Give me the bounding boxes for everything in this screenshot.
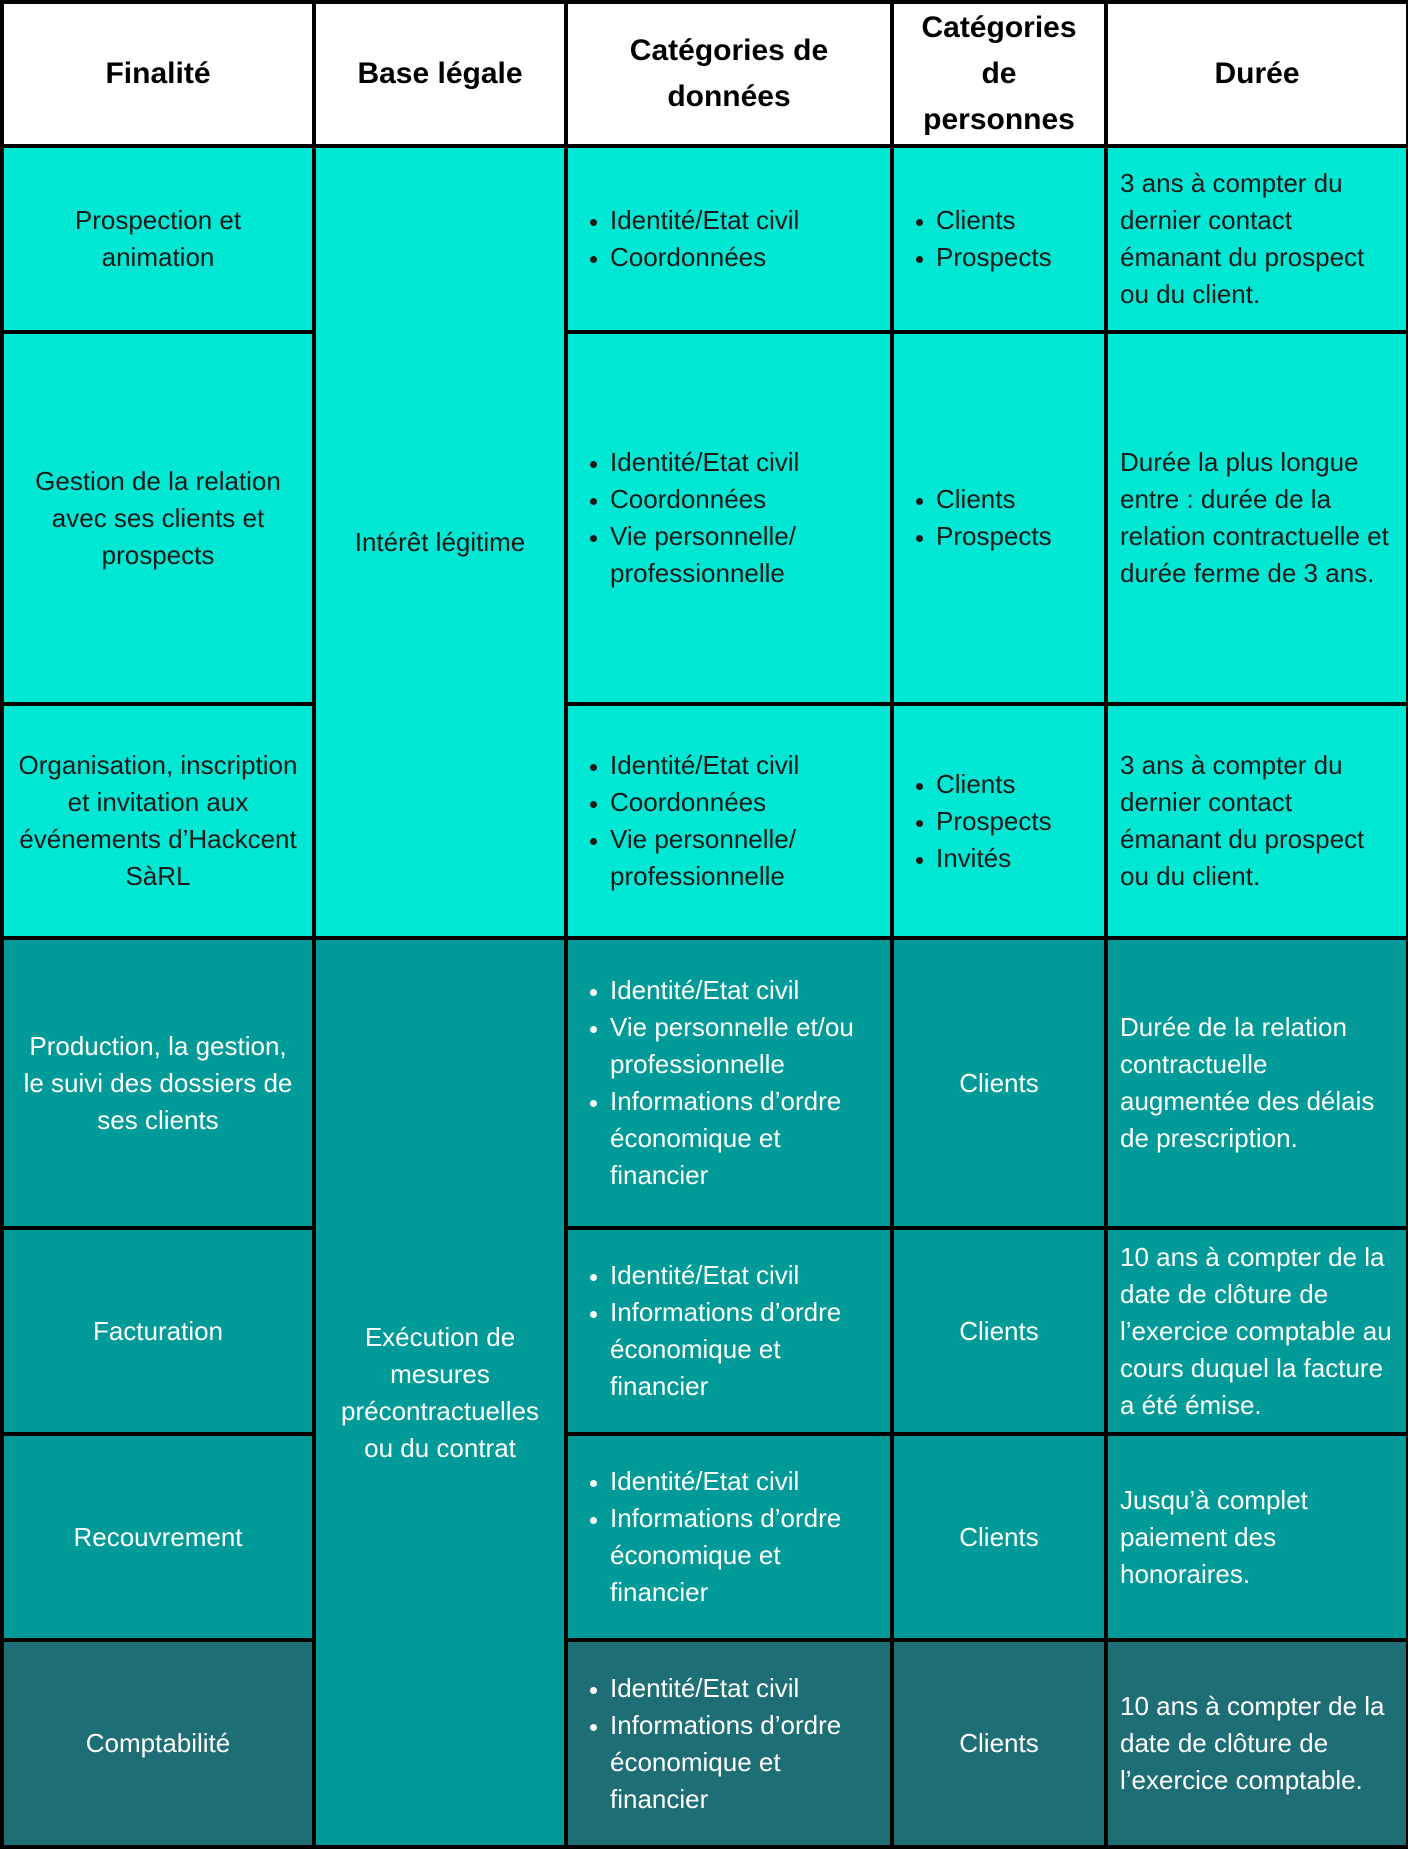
header-row: [2, 2, 1408, 146]
list-item: • Identité/Etat civil: [610, 1257, 878, 1294]
duree-cell: Durée de la relation contractuelle augmentée des délais de prescription.: [1106, 938, 1408, 1228]
base-legale-execution-cell: Exécution de mesures précontractuelles ou du contrat: [314, 938, 566, 1847]
list-item: • Vie personnelle/ professionnelle: [610, 518, 878, 592]
donnees-list: [580, 972, 878, 1194]
personnes-cell: Clients: [892, 1640, 1106, 1847]
list-item: • Prospects: [936, 239, 1092, 276]
personnes-cell: Clients: [892, 1228, 1106, 1434]
donnees-cell: [566, 704, 892, 938]
personnes-cell: Clients: [892, 938, 1106, 1228]
personnes-list: [906, 766, 1092, 877]
duree-cell: Jusqu’à complet paiement des honoraires.: [1106, 1434, 1408, 1640]
donnees-cell: [566, 1228, 892, 1434]
donnees-list: [580, 747, 878, 895]
list-item: • Identité/Etat civil: [610, 202, 878, 239]
list-item: • Clients: [936, 202, 1092, 239]
list-item: • Informations d’ordre économique et financier: [610, 1083, 878, 1194]
list-item: • Identité/Etat civil: [610, 747, 878, 784]
finalite-cell: Gestion de la relation avec ses clients et prospects: [2, 332, 314, 704]
duree-cell: 3 ans à compter du dernier contact émanant du prospect ou du client.: [1106, 704, 1408, 938]
duree-cell: 3 ans à compter du dernier contact émanant du prospect ou du client.: [1106, 146, 1408, 332]
personnes-cell: [892, 146, 1106, 332]
finalite-cell: Prospection et animation: [2, 146, 314, 332]
table-row: [2, 1434, 1408, 1640]
table-row: [2, 332, 1408, 704]
table-row: [2, 938, 1408, 1228]
duree-cell: 10 ans à compter de la date de clôture de l’exercice comptable au cours duquel la facture a été émise.: [1106, 1228, 1408, 1434]
header-finalite: Finalité: [2, 2, 314, 146]
donnees-list: [580, 1257, 878, 1405]
duree-cell: 10 ans à compter de la date de clôture de l’exercice comptable.: [1106, 1640, 1408, 1847]
list-item: • Informations d’ordre économique et financier: [610, 1707, 878, 1818]
personnes-list: [906, 202, 1092, 276]
donnees-list: [580, 1463, 878, 1611]
donnees-cell: [566, 332, 892, 704]
header-base-legale: Base légale: [314, 2, 566, 146]
table-row: [2, 1640, 1408, 1847]
list-item: • Identité/Etat civil: [610, 444, 878, 481]
list-item: • Coordonnées: [610, 784, 878, 821]
donnees-cell: [566, 1640, 892, 1847]
donnees-cell: [566, 146, 892, 332]
list-item: • Vie personnelle/ professionnelle: [610, 821, 878, 895]
table-row: [2, 704, 1408, 938]
list-item: • Informations d’ordre économique et financier: [610, 1294, 878, 1405]
donnees-list: [580, 1670, 878, 1818]
donnees-cell: [566, 938, 892, 1228]
list-item: • Identité/Etat civil: [610, 1670, 878, 1707]
list-item: • Vie personnelle et/ou professionnelle: [610, 1009, 878, 1083]
table-row: [2, 1228, 1408, 1434]
list-item: • Coordonnées: [610, 481, 878, 518]
header-duree: Durée: [1106, 2, 1408, 146]
finalite-cell: Recouvrement: [2, 1434, 314, 1640]
header-categories-personnes: Catégories de personnes: [892, 2, 1106, 146]
list-item: • Identité/Etat civil: [610, 1463, 878, 1500]
list-item: • Informations d’ordre économique et financier: [610, 1500, 878, 1611]
list-item: • Clients: [936, 766, 1092, 803]
list-item: • Invités: [936, 840, 1092, 877]
donnees-cell: [566, 1434, 892, 1640]
personnes-cell: [892, 332, 1106, 704]
list-item: • Coordonnées: [610, 239, 878, 276]
finalite-cell: Comptabilité: [2, 1640, 314, 1847]
duree-cell: Durée la plus longue entre : durée de la relation contractuelle et durée ferme de 3 ans.: [1106, 332, 1408, 704]
header-categories-donnees: Catégories de données: [566, 2, 892, 146]
list-item: • Prospects: [936, 803, 1092, 840]
list-item: • Clients: [936, 481, 1092, 518]
donnees-list: [580, 202, 878, 276]
personnes-cell: Clients: [892, 1434, 1106, 1640]
donnees-list: [580, 444, 878, 592]
list-item: • Prospects: [936, 518, 1092, 555]
list-item: • Identité/Etat civil: [610, 972, 878, 1009]
table-row: [2, 146, 1408, 332]
base-legale-interet-cell: Intérêt légitime: [314, 146, 566, 938]
personnes-cell: [892, 704, 1106, 938]
finalite-cell: Production, la gestion, le suivi des dossiers de ses clients: [2, 938, 314, 1228]
personnes-list: [906, 481, 1092, 555]
finalite-cell: Organisation, inscription et invitation aux événements d’Hackcent SàRL: [2, 704, 314, 938]
finalite-cell: Facturation: [2, 1228, 314, 1434]
